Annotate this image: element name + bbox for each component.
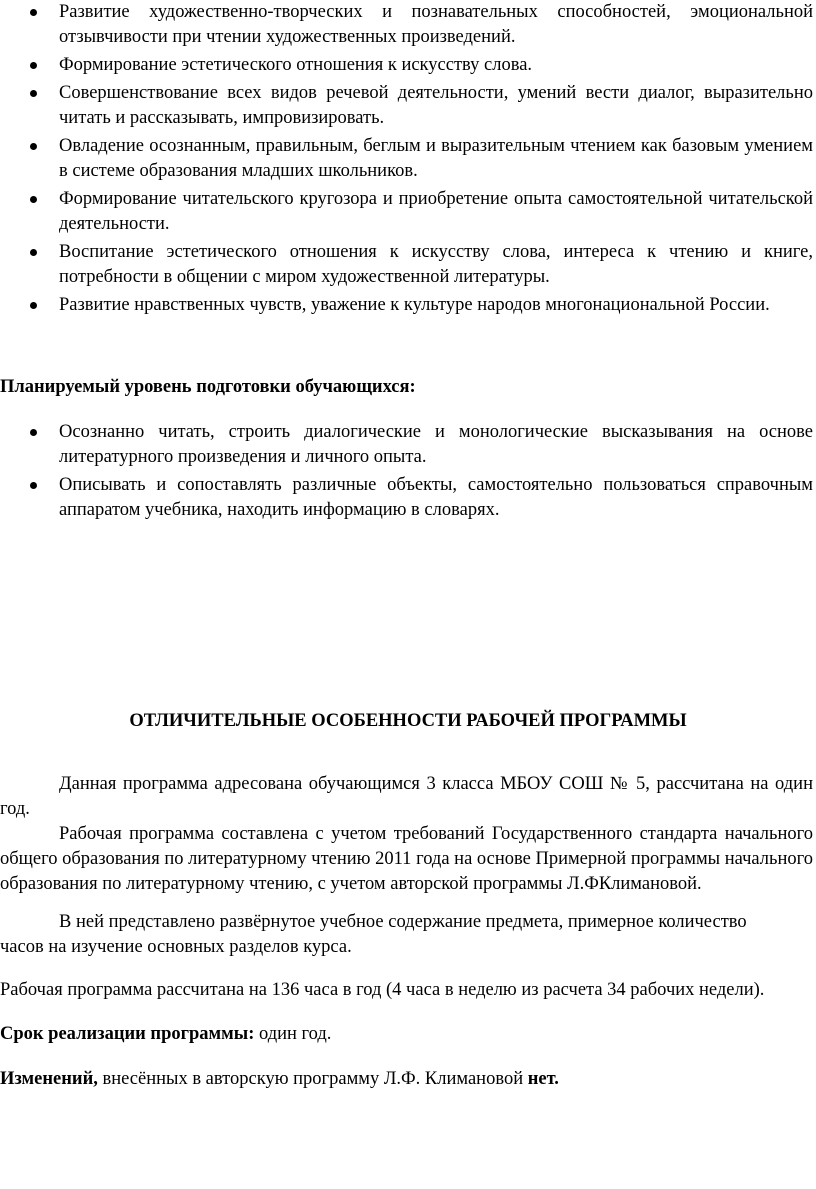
paragraph-term <box>0 1022 813 1047</box>
list-item <box>0 293 816 318</box>
list-item-text: Совершенствование всех видов речевой деятельности, умений вести диалог, выразительно читать и рассказывать, импровизировать. <box>59 83 813 128</box>
features-heading: ОТЛИЧИТЕЛЬНЫЕ ОСОБЕННОСТИ РАБОЧЕЙ ПРОГРАММЫ <box>129 711 687 731</box>
bullet-icon <box>30 482 37 489</box>
list-item <box>0 0 816 50</box>
list-item <box>0 240 816 290</box>
changes-value: нет. <box>527 1069 559 1089</box>
level-heading: Планируемый уровень подготовки обучающихся: <box>0 377 416 397</box>
list-item <box>0 53 816 78</box>
list-item-text: Овладение осознанным, правильным, беглым и выразительным чтением как базовым умением в системе образования младших школьников. <box>59 136 813 181</box>
changes-text: внесённых в авторскую программу Л.Ф. Климановой <box>97 1069 528 1089</box>
bullet-icon <box>30 9 37 16</box>
bullet-icon <box>30 62 37 69</box>
bullet-icon <box>30 302 37 309</box>
bullet-icon <box>30 90 37 97</box>
list-item <box>0 81 816 131</box>
bullet-icon <box>30 196 37 203</box>
list-item-text: Осознанно читать, строить диалогические и монологические высказывания на основе литературного произведения и личного опыта. <box>59 422 813 467</box>
list-item <box>0 187 816 237</box>
paragraph-basis: Рабочая программа составлена с учетом требований Государственного стандарта начального общего образования по литературному чтению 2011 года на основе Примерной программы начального образования по литературному чтению, с учетом авторской программы Л.ФКлимановой. <box>0 824 813 894</box>
list-item-text: Формирование читательского кругозора и приобретение опыта самостоятельной читательской деятельности. <box>59 189 813 234</box>
paragraph-audience: Данная программа адресована обучающимся 3 класса МБОУ СОШ № 5, рассчитана на один год. <box>0 774 813 819</box>
list-item <box>0 134 816 184</box>
paragraph-hours: Рабочая программа рассчитана на 136 часа в год (4 часа в неделю из расчета 34 рабочих недели). <box>0 980 765 1000</box>
changes-label: Изменений, <box>0 1069 98 1089</box>
list-item-text: Описывать и сопоставлять различные объекты, самостоятельно пользоваться справочным аппаратом учебника, находить информацию в словарях. <box>59 475 813 520</box>
paragraph-changes <box>0 1067 813 1092</box>
list-item-text: Развитие нравственных чувств, уважение к культуре народов многонациональной России. <box>59 295 770 315</box>
term-label: Срок реализации программы: <box>0 1024 255 1044</box>
paragraph-content: В ней представлено развёрнутое учебное содержание предмета, примерное количество часов на изучение основных разделов курса. <box>0 912 747 957</box>
list-item-text: Формирование эстетического отношения к искусству слова. <box>59 55 533 75</box>
term-value: один год. <box>254 1024 332 1044</box>
bullet-icon <box>30 143 37 150</box>
bullet-icon <box>30 249 37 256</box>
list-item <box>0 420 816 470</box>
list-item-text: Воспитание эстетического отношения к искусству слова, интереса к чтению и книге, потребности в общении с миром художественной литературы. <box>59 242 813 287</box>
list-item <box>0 473 816 523</box>
bullet-icon <box>30 429 37 436</box>
list-item-text: Развитие художественно-творческих и познавательных способностей, эмоциональной отзывчивости при чтении художественных произведений. <box>59 2 813 47</box>
level-list <box>0 420 816 526</box>
goals-list <box>0 0 816 321</box>
